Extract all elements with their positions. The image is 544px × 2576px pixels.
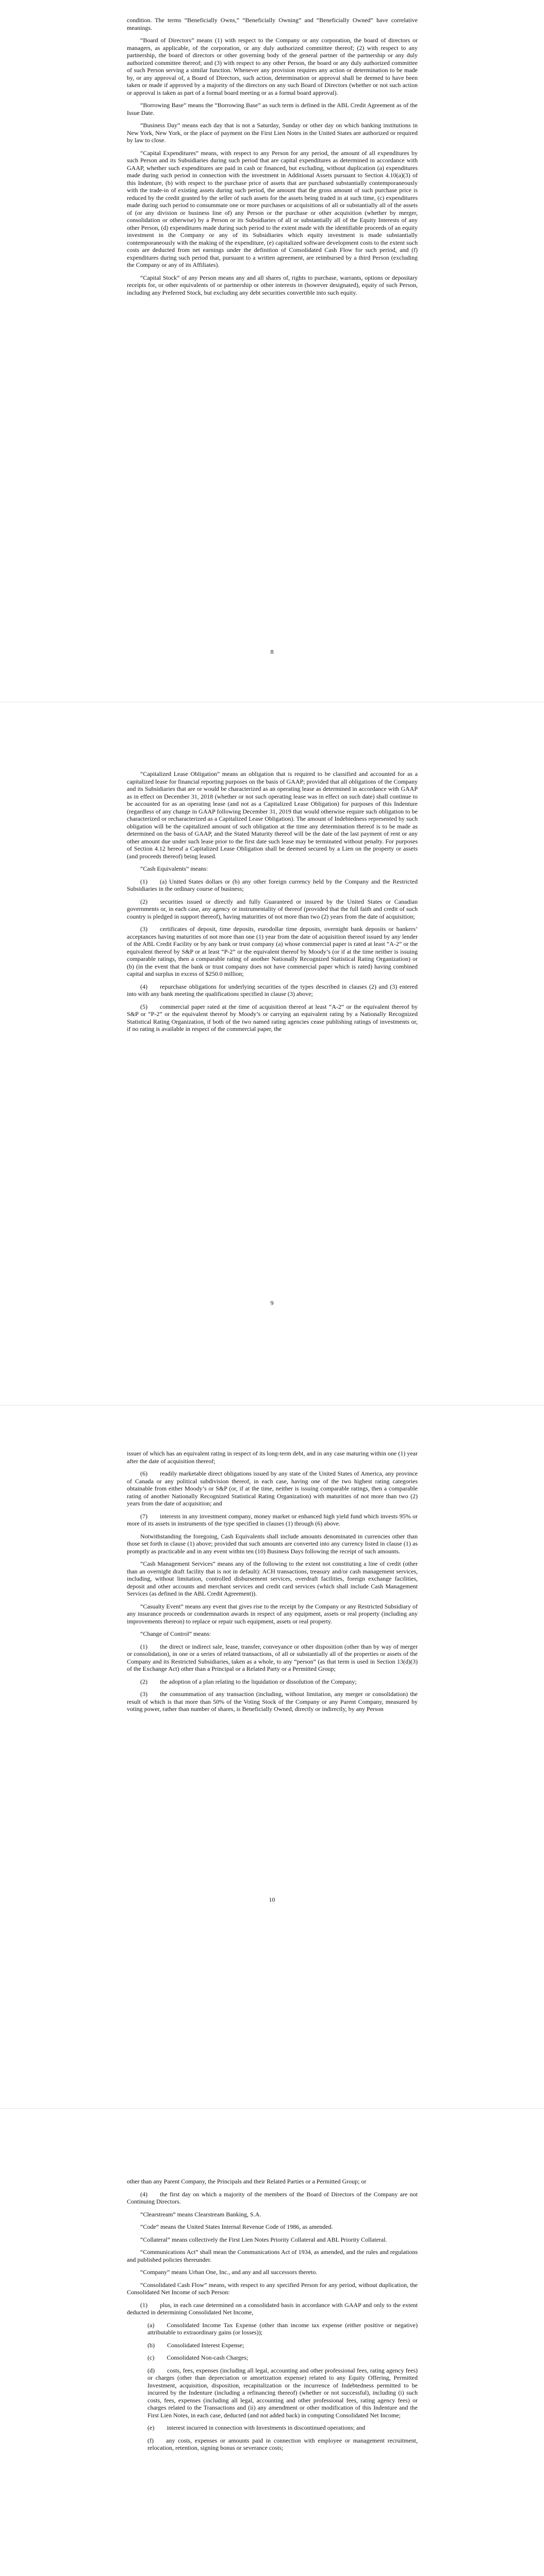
definition-communications-act: “Communications Act” shall mean the Communications Act of 1934, as amended, and the rules and regulations and published policies thereunder. [127,2248,418,2263]
definition-cash-equivalents: “Cash Equivalents” means: [140,865,208,872]
list-item: (6) readily marketable direct obligations issued by any state of the United States of America, any province of Canada or any political subdivision thereof, in each case, having one of the two highest rating categories obtainable from either Moody’s or S&P (or, if at the time, neither is issuing comparable ratings, then a comparable rating of another Nationally Recognized Statistical Rating Organization) with maturities of not more than two (2) years from the date of acquisition; and [127,1470,418,1507]
list-item: (3) certificates of deposit, time deposits, eurodollar time deposits, overnight bank deposits or bankers’ acceptances having maturities of not more than one (1) year from the date of acquisition thereof issued by any lender of the ABL Credit Facility or by any bank or trust company (a) whose commercial paper is rated at least “A-2” or the equivalent thereof by S&P or at least “P-2” or the equivalent thereof by Moody’s (or if at the time neither is issuing comparable ratings, then a comparable rating of another Nationally Recognized Statistical Rating Organization) or (b) (in the event that the bank or trust company does not have commercial paper which is rated) having combined capital and surplus in excess of $250.0 million; [127,925,418,977]
definition-change-of-control: “Change of Control” means: [140,1630,211,1637]
definition-cash-management-services: “Cash Management Services” means any of the following to the extent not constituting a line of credit (other than an overnight draft facility that is not in default): ACH transactions, treasury and/or cash management services, including, without limitation, controlled disbursement services, overdraft facilities, foreign exchange facilities, deposit and other accounts and merchant services and credit card services (which shall include Cash Management Services (as defined in the ABL Credit Agreement)). [127,1560,418,1597]
definition-company: “Company” means Urban One, Inc., and any and all successors thereto. [140,2268,318,2276]
page-number: 9 [270,1299,274,1307]
list-item: (5) commercial paper rated at the time of acquisition thereof at least “A-2” or the equivalent thereof by S&P or “P-2” or the equivalent thereof by Moody’s or carrying an equivalent rating by a Nationally Recognized Statistical Rating Organization, if both of the two named rating agencies cease publishing ratings of investments or, if no rating is available in respect of the commercial paper, the [127,1003,418,1032]
definition-capital-stock: “Capital Stock” of any Person means any and all shares of, rights to purchase, warrants, options or depositary receipts for, or other equivalents of or partnership or other interests in (however designated), equity of such Person, including any Preferred Stock, but excluding any debt securities convertible into such equity. [127,274,418,296]
list-item: (1) plus, in each case determined on a consolidated basis in accordance with GAAP and only to the extent deducted in determining Consolidated Net Income, [127,2301,418,2316]
definition-collateral: “Collateral” means collectively the First Lien Notes Priority Collateral and ABL Priority Collateral. [140,2235,387,2243]
definition-consolidated-cash-flow: “Consolidated Cash Flow” means, with respect to any specified Person for any period, without duplication, the Consolidated Net Income of such Person: [127,2281,418,2296]
list-item: (4) repurchase obligations for underlying securities of the types described in clauses (2) and (3) entered into with any bank meeting the qualifications specified in clause (3) above; [127,982,418,997]
list-item: (2) the adoption of a plan relating to the liquidation or dissolution of the Company; [140,1677,357,1685]
page-8-content [127,16,418,301]
definition-code: “Code” means the United States Internal Revenue Code of 1986, as amended. [140,2223,333,2230]
sub-list-item: (f) any costs, expenses or amounts paid in connection with employee or management recruitment, relocation, retention, signing bonus or severance costs; [147,2436,418,2451]
document-page-8 [0,0,544,702]
sub-list-item: (c) Consolidated Non-cash Charges; [147,2354,249,2361]
page-number: 10 [269,1896,275,1903]
sub-list-item: (d) costs, fees, expenses (including all legal, accounting and other professional fees, rating agency fees) or charges (other than depreciation or amortization expense) related to any Equity Offering, Permitted Investment, acquisition, disposition, recapitalization or the incurrence of Indebtedness permitted to be incurred by the Indenture (including a refinancing thereof) (whether or not successful), including (i) such costs, fees, expenses (including all legal, accounting and other professional fees, rating agency fees) or charges related to the Transactions and (ii) any amendment or other modification of this Indenture and the First Lien Notes, in each case, deducted (and not added back) in computing Consolidated Net Income; [147,2366,418,2419]
definition-borrowing-base: “Borrowing Base” means the “Borrowing Base” as such term is defined in the ABL Credit Agreement as of the Issue Date. [127,101,418,116]
paragraph: condition. The terms “Beneficially Owns,” “Beneficially Owning” and “Beneficially Owned” have correlative meanings. [127,16,418,31]
list-item: (1) the direct or indirect sale, lease, transfer, conveyance or other disposition (other than by way of merger or consolidation), in one or a series of related transactions, of all or substantially all of the properties or assets of the Company and its Restricted Subsidiaries, taken as a whole, to any “person” (as that term is used in Section 13(d)(3) of the Exchange Act) other than a Principal or a Related Party or a Permitted Group; [127,1642,418,1672]
definition-capital-expenditures: “Capital Expenditures” means, with respect to any Person for any period, the amount of all expenditures by such Person and its Subsidiaries during such period that are capital expenditures as determined in accordance with GAAP, whether such expenditures are paid in cash or financed, but excluding, without duplication (a) expenditures made during such period in connection with the investment in Additional Assets pursuant to Section 4.10(a)(3) of this Indenture, (b) with respect to the purchase price of assets that are purchased substantially contemporaneously with the trade-in of existing assets during such period, the amount that the gross amount of such purchase price is reduced by the credit granted by the seller of such assets for the assets being traded in at such time, (c) expenditures made during such period to consummate one or more purchases or acquisitions of all or substantially all of the assets of (or any division or business line of) any Person or the purchase or other acquisition (whether by merger, consolidation or otherwise) by a Person or its Subsidiaries of all or substantially all of the Equity Interests of any other Person, (d) expenditures made during such period to the extent made with the identifiable proceeds of an equity investment in the Company or any of its Subsidiaries which equity investment is made substantially contemporaneously with the making of the expenditure, (e) capitalized software development costs to the extent such costs are deducted from net earnings under the definition of Consolidated Cash Flow for such period, and (f) expenditures during such period that, pursuant to a written agreement, are reimbursed by a third Person (excluding the Company or any of its Affiliates). [127,149,418,268]
sub-list-item: (a) Consolidated Income Tax Expense (other than income tax expense (either positive or negative) attributable to extraordinary gains (or losses)); [147,2321,418,2336]
definition-clearstream: “Clearstream” means Clearstream Banking, S.A. [140,2210,261,2218]
list-item: (7) interests in any investment company, money market or enhanced high yield fund which invests 95% or more of its assets in instruments of the type specified in clauses (1) through (6) above. [127,1512,418,1527]
list-item: (4) the first day on which a majority of the members of the Board of Directors of the Company are not Continuing Directors. [127,2190,418,2205]
sub-list-item: (e) interest incurred in connection with Investments in discontinued operations; and [147,2424,366,2431]
page-9-content [127,770,418,1038]
paragraph: other than any Parent Company, the Principals and their Related Parties or a Permitted Group; or [127,2178,367,2185]
document-page-11 [0,2109,544,2576]
page-10-content [127,1450,418,1718]
list-item: (3) the consummation of any transaction (including, without limitation, any merger or consolidation) the result of which is that more than 50% of the Voting Stock of the Company or any Parent Company, measured by voting power, rather than number of shares, is Beneficially Owned, directly or indirectly, by any Person [127,1690,418,1713]
page-number: 8 [270,648,274,655]
paragraph: Notwithstanding the foregoing, Cash Equivalents shall include amounts denominated in currencies other than those set forth in clause (1) above; provided that such amounts are converted into any currency listed in clause (1) as promptly as practicable and in any event within ten (10) Business Days following the receipt of such amounts. [127,1532,418,1555]
page-11-content [127,2178,418,2457]
list-item: (1) (a) United States dollars or (b) any other foreign currency held by the Company and the Restricted Subsidiaries in the ordinary course of business; [127,877,418,892]
list-item: (2) securities issued or directly and fully Guaranteed or insured by the United States or Canadian governments or, in each case, any agency or instrumentality of thereof (provided that the full faith and credit of such country is pledged in support thereof), having maturities of not more than two (2) years from the date of acquisition; [127,897,418,920]
document-page-10 [0,1405,544,2108]
definition-board-of-directors: “Board of Directors” means (1) with respect to the Company or any corporation, the board of directors or managers, as applicable, of the corporation, or any duly authorized committee thereof; (2) with respect to any partnership, the board of directors or other governing body of the general partner of the partnership or any duly authorized committee thereof; and (3) with respect to any other Person, the board or any duly authorized committee of such Person serving a similar function. Whenever any provision requires any action or determination to be made by, or any approval of, a Board of Directors, such action, determination or approval shall be deemed to have been taken or made if approved by a majority of the directors on any such Board of Directors (whether or not such action or approval is taken as part of a formal board meeting or as a formal board approval). [127,37,418,96]
definition-casualty-event: “Casualty Event” means any event that gives rise to the receipt by the Company or any Restricted Subsidiary of any insurance proceeds or condemnation awards in respect of any equipment, assets or real property (including any improvements thereon) to replace or repair such equipment, assets or real property. [127,1602,418,1625]
paragraph: issuer of which has an equivalent rating in respect of its long-term debt, and in any case maturing within one (1) year after the date of acquisition thereof; [127,1450,418,1465]
definition-business-day: “Business Day” means each day that is not a Saturday, Sunday or other day on which banking institutions in New York, New York, or the place of payment on the First Lien Notes in the United States are authorized or required by law to close. [127,122,418,144]
definition-capitalized-lease-obligation: “Capitalized Lease Obligation” means an obligation that is required to be classified and accounted for as a capitalized lease for financial reporting purposes on the basis of GAAP; provided that all obligations of the Company and its Subsidiaries that are or would be characterized as an operating lease as determined in accordance with GAAP as in effect on December 31, 2018 (whether or not such operating lease was in effect on such date) shall continue to be accounted for as an operating lease (and not as a Capitalized Lease Obligation) for purposes of this Indenture (regardless of any change in GAAP following December 31, 2019 that would otherwise require such obligation to be characterized or recharacterized as a Capitalized Lease Obligation). The amount of Indebtedness represented by such obligation will be the capitalized amount of such obligation at the time any determination thereof is to be made as determined on the basis of GAAP, and the Stated Maturity thereof will be the date of the last payment of rent or any other amount due under such lease prior to the first date such lease may be terminated without penalty. For purposes of Section 4.12 hereof a Capitalized Lease Obligation shall be deemed secured by a Lien on the property or assets (and proceeds thereof) being leased. [127,770,418,860]
sub-list-item: (b) Consolidated Interest Expense; [147,2341,244,2349]
document-page-9 [0,702,544,1405]
